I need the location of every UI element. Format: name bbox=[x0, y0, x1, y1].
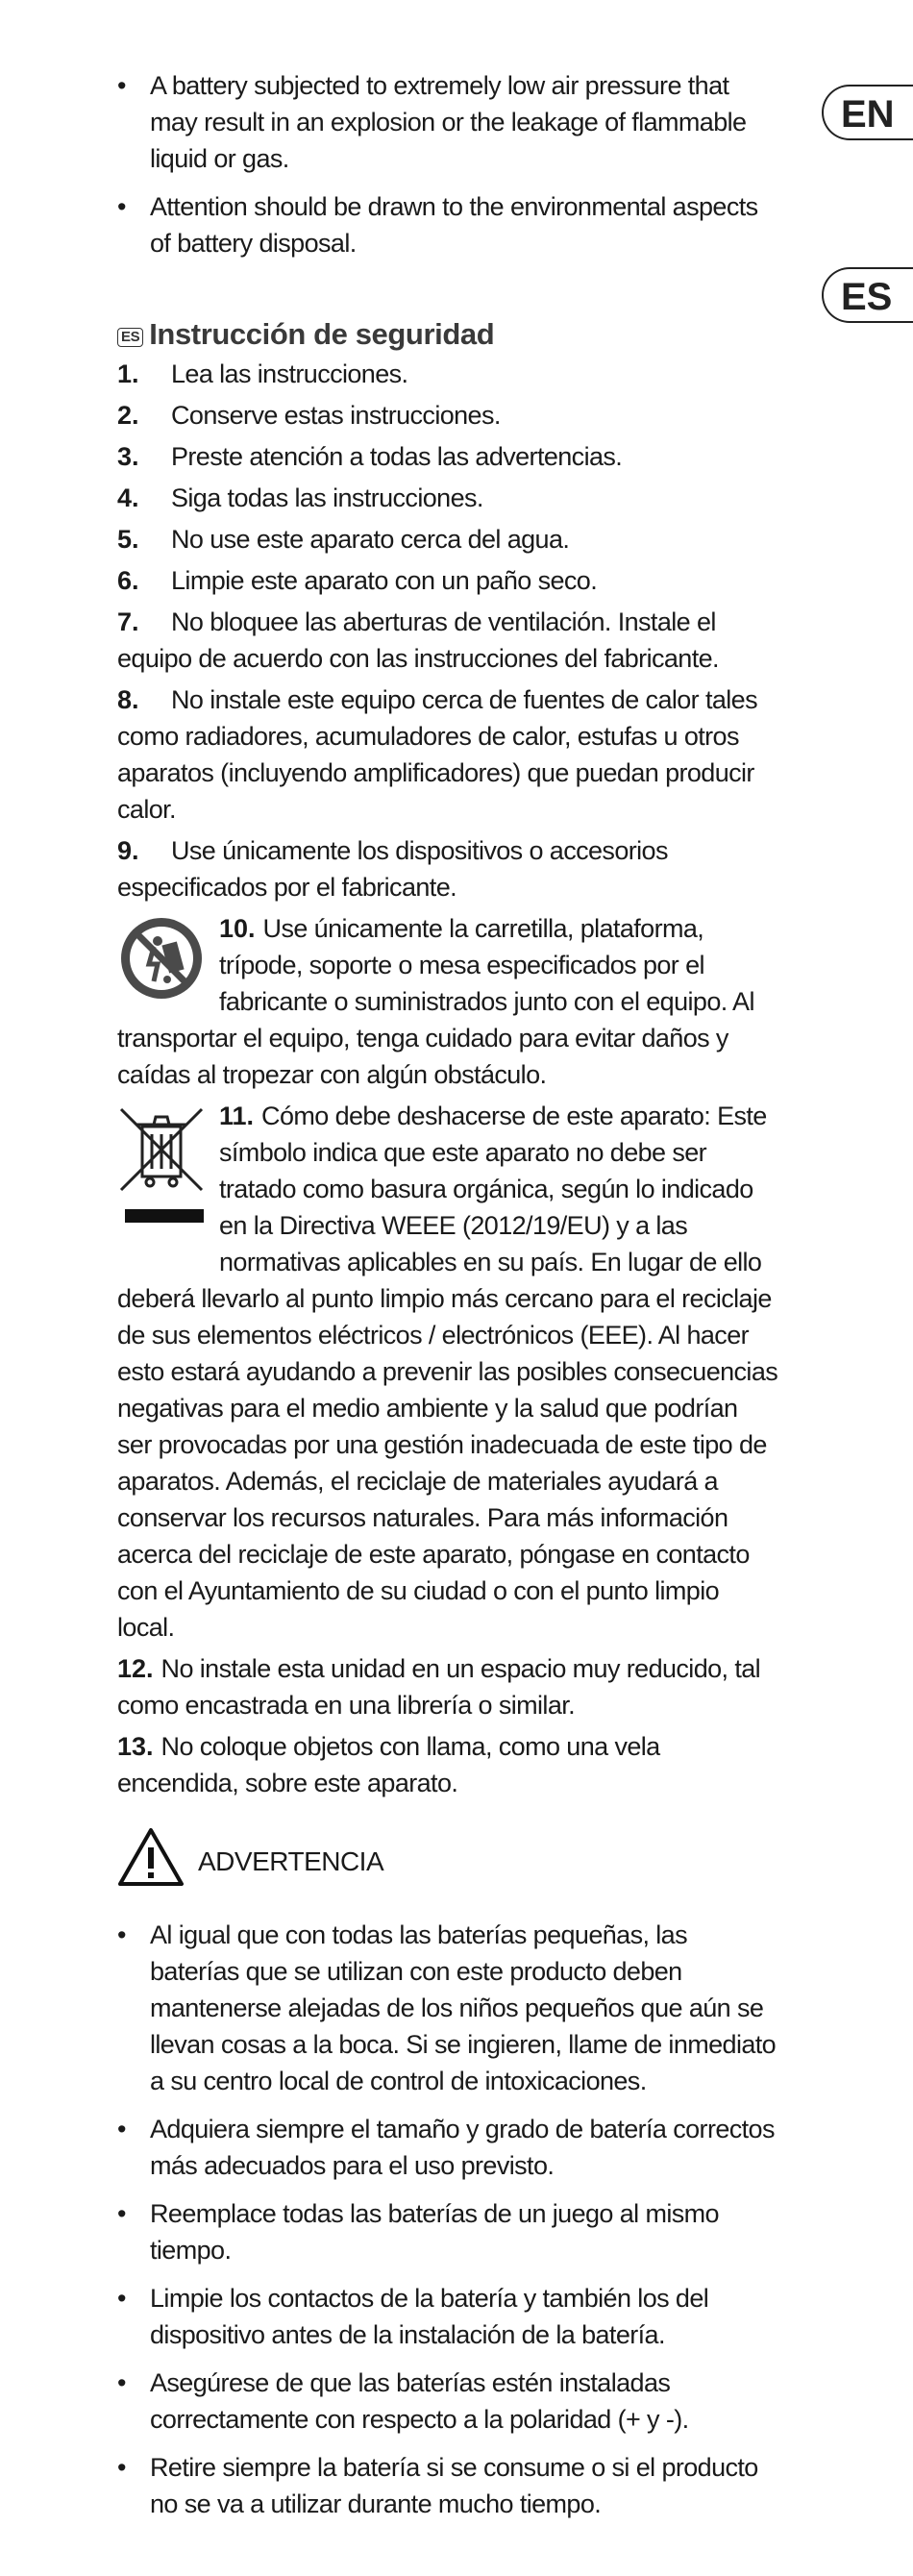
section-heading bbox=[117, 315, 778, 354]
item-number: 10. bbox=[219, 914, 256, 943]
item-text: Limpie este aparato con un paño seco. bbox=[171, 566, 598, 595]
item-number: 7. bbox=[117, 607, 139, 636]
item-text: Use únicamente la carretilla, plataforma, trípode, soporte o mesa especificados por el fabricante o suministrados junto con el equipo. Al transportar el equipo, tenga cuidado para evitar daños y caídas al tropezar con algún obstáculo. bbox=[117, 914, 754, 1089]
list-item bbox=[117, 1728, 778, 1801]
item-number: 8. bbox=[117, 685, 139, 714]
item-text: Conserve estas instrucciones. bbox=[171, 401, 501, 430]
item-text: Siga todas las instrucciones. bbox=[171, 483, 483, 512]
list-item bbox=[117, 397, 778, 433]
item-text: Lea las instrucciones. bbox=[171, 359, 408, 388]
item-number: 12. bbox=[117, 1654, 154, 1683]
item-text: No bloquee las aberturas de ventilación. Instale el equipo de acuerdo con las instrucciones del fabricante. bbox=[117, 607, 719, 673]
cart-warning-icon bbox=[117, 914, 206, 1012]
item-number: 9. bbox=[117, 836, 139, 865]
list-item bbox=[117, 910, 778, 1093]
weee-bin-icon bbox=[117, 1102, 206, 1246]
intro-bullet: • A battery subjected to extremely low air pressure that may result in an explosion or the leakage of flammable liquid or gas. bbox=[117, 67, 778, 177]
warning-triangle-icon bbox=[117, 1826, 185, 1888]
warning-title: ADVERTENCIA bbox=[198, 1846, 384, 1876]
list-item bbox=[117, 562, 778, 599]
item-number: 3. bbox=[117, 442, 139, 471]
list-item bbox=[117, 604, 778, 677]
list-item bbox=[117, 521, 778, 557]
safety-column bbox=[117, 67, 778, 2534]
warning-bullet: • Limpie los contactos de la batería y también los del dispositivo antes de la instalación de la batería. bbox=[117, 2280, 778, 2353]
list-item bbox=[117, 1098, 778, 1646]
item-text: Preste atención a todas las advertencias. bbox=[171, 442, 623, 471]
tab-en[interactable]: EN bbox=[822, 85, 913, 140]
item-text: No use este aparato cerca del agua. bbox=[171, 525, 570, 554]
list-item bbox=[117, 438, 778, 475]
item-text: Cómo debe deshacerse de este aparato: Este símbolo indica que este aparato no debe ser tratado como basura orgánica, según lo indicado en la Directiva WEEE (2012/19/EU) y a las normativas aplicables en su país. En lugar de ello deberá llevarlo al punto limpio más cercano para el reciclaje de sus elementos eléctricos / electrónicos (EEE). Al hacer esto estará ayudando a prevenir las posibles consecuencias negativas para el medio ambiente y la salud que podrían ser provocadas por una gestión inadecuada de este tipo de aparatos. Además, el reciclaje de materiales ayudará a conservar los recursos naturales. Para más información acerca del reciclaje de este aparato, póngase en contacto con el Ayuntamiento de su ciudad o con el punto limpio local. bbox=[117, 1102, 778, 1642]
list-item bbox=[117, 681, 778, 828]
item-text: No instale este equipo cerca de fuentes de calor tales como radiadores, acumuladores de calor, estufas u otros aparatos (incluyendo amplificadores) que puedan producir calor. bbox=[117, 685, 757, 824]
item-number: 11. bbox=[219, 1102, 255, 1130]
item-number: 6. bbox=[117, 566, 139, 595]
tab-es[interactable]: ES bbox=[822, 267, 913, 323]
warning-bullet-list bbox=[117, 1917, 778, 2522]
list-item bbox=[117, 480, 778, 516]
item-text: Use únicamente los dispositivos o accesorios especificados por el fabricante. bbox=[117, 836, 668, 902]
warning-bullet: • Asegúrese de que las baterías estén instaladas correctamente con respecto a la polaridad (+ y -). bbox=[117, 2365, 778, 2438]
intro-bullet-list bbox=[117, 67, 778, 261]
warning-bullet: • Adquiera siempre el tamaño y grado de batería correctos más adecuados para el uso previsto. bbox=[117, 2111, 778, 2184]
language-badge: ES bbox=[117, 328, 143, 347]
section-title: Instrucción de seguridad bbox=[149, 317, 495, 351]
item-number: 13. bbox=[117, 1732, 154, 1761]
item-number: 5. bbox=[117, 525, 139, 554]
item-number: 2. bbox=[117, 401, 139, 430]
item-number: 1. bbox=[117, 359, 139, 388]
item-number: 4. bbox=[117, 483, 139, 512]
list-item bbox=[117, 1650, 778, 1723]
warning-bullet: • Retire siempre la batería si se consume o si el producto no se va a utilizar durante mucho tiempo. bbox=[117, 2449, 778, 2522]
item-text: No coloque objetos con llama, como una vela encendida, sobre este aparato. bbox=[117, 1732, 660, 1797]
warning-bullet: • Al igual que con todas las baterías pequeñas, las baterías que se utilizan con este producto deben mantenerse alejadas de los niños pequeños que aún se llevan cosas a la boca. Si se ingieren, llame de inmediato a su centro local de control de intoxicaciones. bbox=[117, 1917, 778, 2099]
warning-bullet: • Reemplace todas las baterías de un juego al mismo tiempo. bbox=[117, 2195, 778, 2268]
list-item bbox=[117, 356, 778, 392]
item-text: No instale esta unidad en un espacio muy reducido, tal como encastrada en una librería o similar. bbox=[117, 1654, 761, 1720]
list-item bbox=[117, 832, 778, 905]
intro-bullet: • Attention should be drawn to the environmental aspects of battery disposal. bbox=[117, 188, 778, 261]
warning-heading bbox=[117, 1826, 778, 1894]
